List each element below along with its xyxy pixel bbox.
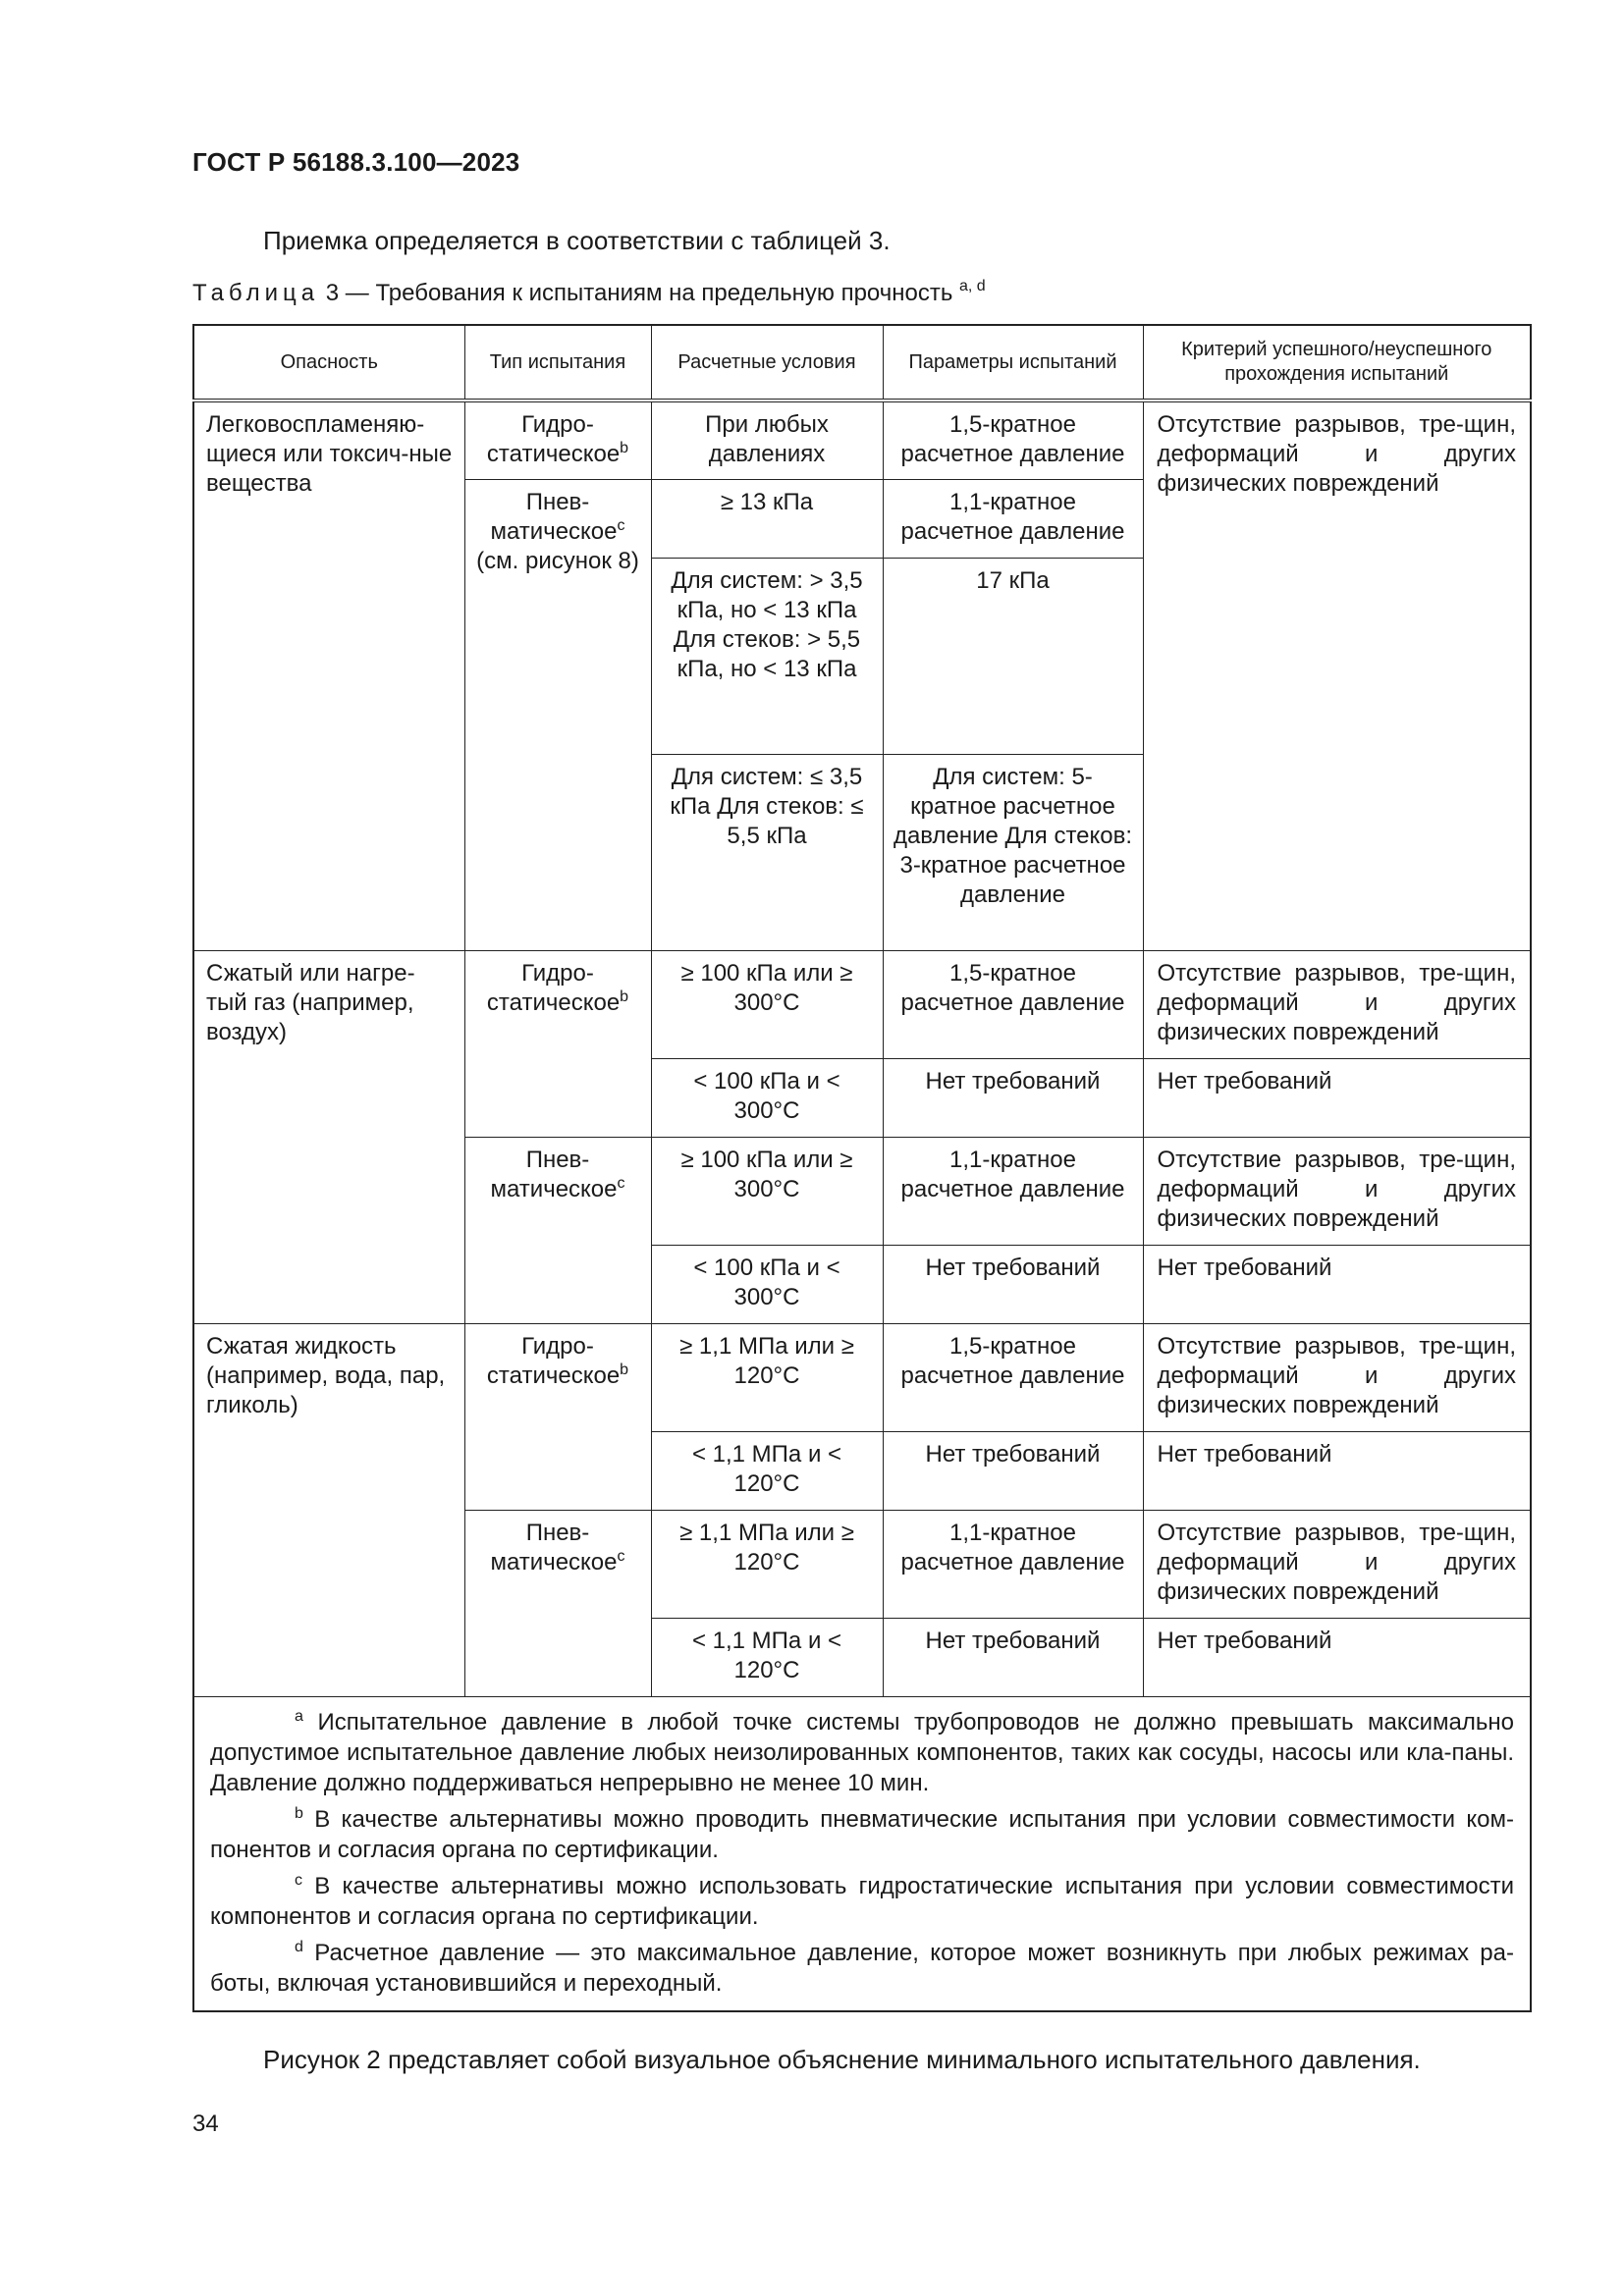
criterion-cell: Нет требований bbox=[1143, 1431, 1531, 1510]
condition-cell: Для систем: > 3,5 кПа, но < 13 кПа Для стеков: > 5,5 кПа, но < 13 кПа bbox=[651, 558, 883, 754]
parameter-cell: 1,1-кратное расчетное давление bbox=[883, 1510, 1143, 1618]
footnote-a: $^a$ Испытательное давление в любой точке системы трубопроводов не должно превышать максимально допустимое испытательное давление любых неизолированных компонентов, таких как сосуды, насосы или кла-паны. Давление должно поддерживаться непрерывно не менее 10 мин. bbox=[210, 1707, 1514, 1796]
table-row bbox=[193, 1323, 1531, 1431]
criterion-cell: Отсутствие разрывов, тре-щин, деформаций и других физических повреждений bbox=[1143, 950, 1531, 1058]
hazard-cell: Сжатая жидкость (например, вода, пар, гликоль) bbox=[193, 1323, 464, 1696]
parameter-cell: Нет требований bbox=[883, 1245, 1143, 1323]
test-type-cell: Пнев-матическое$^c$ bbox=[464, 1510, 651, 1696]
parameter-cell: 1,5-кратное расчетное давление bbox=[883, 1323, 1143, 1431]
condition-cell: < 100 кПа и < 300°С bbox=[651, 1245, 883, 1323]
caption-label: Таблица bbox=[192, 280, 320, 306]
strength-test-table bbox=[192, 324, 1532, 2012]
condition-cell: < 1,1 МПа и < 120°С bbox=[651, 1431, 883, 1510]
condition-cell: Для систем: ≤ 3,5 кПа Для стеков: ≤ 5,5 кПа bbox=[651, 754, 883, 950]
header-test-parameters: Параметры испытаний bbox=[883, 325, 1143, 400]
table-notes bbox=[193, 1696, 1531, 2011]
table-notes-row bbox=[193, 1696, 1531, 2011]
criterion-cell: Отсутствие разрывов, тре-щин, деформаций и других физических повреждений bbox=[1143, 400, 1531, 950]
test-type-cell: Гидро-статическое$^b$ bbox=[464, 950, 651, 1137]
page-number: 34 bbox=[192, 2110, 219, 2137]
header-design-conditions: Расчетные условия bbox=[651, 325, 883, 400]
condition-cell: ≥ 13 кПа bbox=[651, 479, 883, 558]
condition-cell: < 100 кПа и < 300°С bbox=[651, 1058, 883, 1137]
condition-cell: ≥ 100 кПа или ≥ 300°С bbox=[651, 1137, 883, 1245]
parameter-cell: Для систем: 5-кратное расчетное давление Для стеков: 3-кратное расчетное давление bbox=[883, 754, 1143, 950]
outro-paragraph: Рисунок 2 представляет собой визуальное объяснение минимального испытательного давления. bbox=[263, 2045, 1421, 2074]
criterion-cell: Нет требований bbox=[1143, 1618, 1531, 1696]
criterion-cell: Отсутствие разрывов, тре-щин, деформаций и других физических повреждений bbox=[1143, 1510, 1531, 1618]
caption-footnote-marks: a, d bbox=[959, 278, 986, 294]
intro-paragraph: Приемка определяется в соответствии с таблицей 3. bbox=[263, 226, 891, 255]
table-row bbox=[193, 400, 1531, 479]
test-type-cell: Гидро-статическое$^b$ bbox=[464, 400, 651, 479]
condition-cell: ≥ 1,1 МПа или ≥ 120°С bbox=[651, 1510, 883, 1618]
parameter-cell: 1,5-кратное расчетное давление bbox=[883, 950, 1143, 1058]
parameter-cell: 17 кПа bbox=[883, 558, 1143, 754]
hazard-cell: Легковоспламеняю-щиеся или токсич-ные вещества bbox=[193, 400, 464, 950]
table-caption bbox=[192, 278, 986, 307]
caption-text: 3 — Требования к испытаниям на предельную прочность bbox=[319, 280, 960, 306]
parameter-cell: Нет требований bbox=[883, 1058, 1143, 1137]
parameter-cell: 1,5-кратное расчетное давление bbox=[883, 400, 1143, 479]
parameter-cell: Нет требований bbox=[883, 1618, 1143, 1696]
condition-cell: При любых давлениях bbox=[651, 400, 883, 479]
test-type-cell: Пнев-матическое$^c$ (см. рисунок 8) bbox=[464, 479, 651, 950]
criterion-cell: Отсутствие разрывов, тре-щин, деформаций и других физических повреждений bbox=[1143, 1323, 1531, 1431]
parameter-cell: 1,1-кратное расчетное давление bbox=[883, 479, 1143, 558]
condition-cell: < 1,1 МПа и < 120°С bbox=[651, 1618, 883, 1696]
condition-cell: ≥ 1,1 МПа или ≥ 120°С bbox=[651, 1323, 883, 1431]
hazard-cell: Сжатый или нагре-тый газ (например, воздух) bbox=[193, 950, 464, 1323]
table-row bbox=[193, 950, 1531, 1058]
footnote-c: $^c$ В качестве альтернативы можно использовать гидростатические испытания при условии совместимости компонентов и согласия органа по сертификации. bbox=[210, 1871, 1514, 1930]
criterion-cell: Нет требований bbox=[1143, 1245, 1531, 1323]
condition-cell: ≥ 100 кПа или ≥ 300°С bbox=[651, 950, 883, 1058]
header-test-type: Тип испытания bbox=[464, 325, 651, 400]
table-header-row bbox=[193, 325, 1531, 400]
document-code: ГОСТ Р 56188.3.100—2023 bbox=[192, 147, 520, 177]
footnote-b: $^b$ В качестве альтернативы можно проводить пневматические испытания при условии совместимости ком-понентов и согласия органа по сертификации. bbox=[210, 1804, 1514, 1863]
header-hazard: Опасность bbox=[193, 325, 464, 400]
test-type-cell: Пнев-матическое$^c$ bbox=[464, 1137, 651, 1323]
footnote-d: $^d$ Расчетное давление — это максимальное давление, которое может возникнуть при любых режимах ра-боты, включая установившийся и переходный. bbox=[210, 1938, 1514, 1997]
header-pass-criterion: Критерий успешного/неуспешного прохождения испытаний bbox=[1143, 325, 1531, 400]
test-type-cell: Гидро-статическое$^b$ bbox=[464, 1323, 651, 1510]
parameter-cell: Нет требований bbox=[883, 1431, 1143, 1510]
parameter-cell: 1,1-кратное расчетное давление bbox=[883, 1137, 1143, 1245]
criterion-cell: Отсутствие разрывов, тре-щин, деформаций и других физических повреждений bbox=[1143, 1137, 1531, 1245]
criterion-cell: Нет требований bbox=[1143, 1058, 1531, 1137]
